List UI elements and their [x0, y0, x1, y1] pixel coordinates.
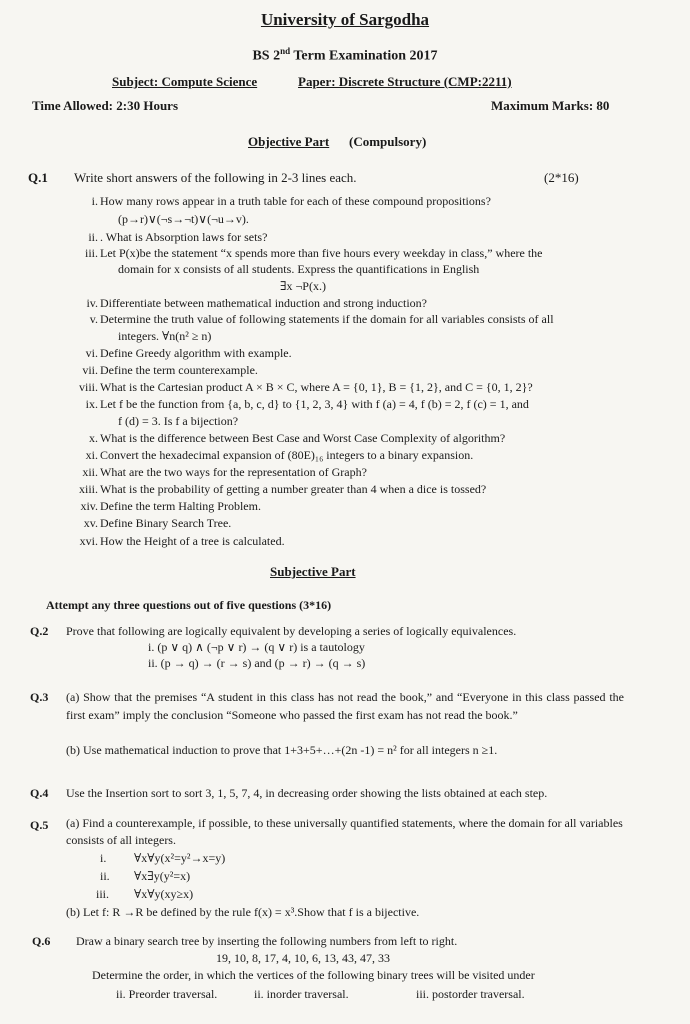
- objective-title: Objective Part: [248, 134, 330, 149]
- objective-item-number: ii.: [88, 230, 98, 244]
- objective-item-text: Convert the hexadecimal expansion of (80E)₁₆ integers to a binary expansion.: [100, 448, 474, 462]
- objective-item-number: xi.: [85, 448, 98, 462]
- objective-item-text: What is the probability of getting a number greater than 4 when a dice is tossed?: [100, 482, 487, 496]
- objective-item-number: xii.: [82, 465, 98, 479]
- objective-item-text: Determine the truth value of following statements if the domain for all variables consists of all: [100, 312, 554, 326]
- objective-item-text: Define the term counterexample.: [100, 363, 258, 377]
- q5-iii: ∀x∀y(xy≥x): [134, 887, 194, 901]
- q2-item-ii: ii. (p → q) → (r → s) and (p → r) → (q → s): [148, 656, 366, 670]
- objective-item-text: Define the term Halting Problem.: [100, 499, 261, 513]
- objective-item-text: How the Height of a tree is calculated.: [100, 534, 285, 548]
- q5-part-a: (a) Find a counterexample, if possible, to these universally quantified statements, where the domain for all variables consists of all integers.: [66, 816, 623, 847]
- q2-text: Prove that following are logically equivalent by developing a series of logically equivalences.: [66, 624, 517, 638]
- q5-iii-num: iii.: [96, 887, 110, 901]
- objective-item-text: How many rows appear in a truth table for each of these compound propositions?: [100, 194, 491, 208]
- objective-item-text: What are the two ways for the representation of Graph?: [100, 465, 367, 479]
- objective-item-number: v.: [89, 312, 98, 326]
- compulsory-label: (Compulsory): [349, 134, 427, 149]
- q3-label: Q.3: [30, 690, 49, 704]
- objective-item-text: . What is Absorption laws for sets?: [100, 230, 268, 244]
- objective-item-number: xiii.: [78, 482, 98, 496]
- q4-text: Use the Insertion sort to sort 3, 1, 5, 7, 4, in decreasing order showing the lists obtained at each step.: [66, 786, 548, 800]
- q5-label: Q.5: [30, 818, 49, 832]
- objective-item-text: Define Binary Search Tree.: [100, 516, 232, 530]
- objective-item-text: What is the difference between Best Case and Worst Case Complexity of algorithm?: [100, 431, 506, 445]
- objective-item-text: (p→r)∨(¬s→¬t)∨(¬u→v).: [118, 212, 249, 226]
- q5-i: ∀x∀y(x²=y²→x=y): [134, 851, 226, 865]
- objective-item-number: ix.: [85, 397, 98, 411]
- subject-label: Subject: Compute Science: [112, 74, 258, 89]
- q6-preorder: ii. Preorder traversal.: [116, 987, 218, 1001]
- q1-label: Q.1: [28, 170, 48, 185]
- objective-item-number: xv.: [83, 516, 98, 530]
- subjective-instruction: Attempt any three questions out of five questions (3*16): [46, 598, 332, 612]
- objective-item-text: f (d) = 3. Is f a bijection?: [118, 414, 239, 428]
- q1-marks: (2*16): [544, 170, 579, 185]
- q3-part-a: (a) Show that the premises “A student in this class has not read the book,” and “Everyone in this class passed the first exam” imply the conclusion “Someone who passed the first exam has not read the book.”: [66, 690, 624, 722]
- objective-item-number: vi.: [85, 346, 98, 360]
- paper-label: Paper: Discrete Structure (CMP:2211): [298, 74, 512, 89]
- exam-title: BS 2nd Term Examination 2017: [252, 46, 438, 64]
- objective-item-number: iii.: [84, 246, 98, 260]
- objective-item-text: Let P(x)be the statement “x spends more than five hours every weekday in class,” where the: [100, 246, 543, 260]
- q6-text: Draw a binary search tree by inserting the following numbers from left to right.: [76, 934, 458, 948]
- time-allowed: Time Allowed: 2:30 Hours: [32, 98, 179, 113]
- q6-inorder: ii. inorder traversal.: [254, 987, 349, 1001]
- objective-item-text: integers. ∀n(n² ≥ n): [118, 329, 212, 343]
- q5-i-num: i.: [100, 851, 107, 865]
- max-marks: Maximum Marks: 80: [491, 98, 610, 113]
- q1-text: Write short answers of the following in 2-3 lines each.: [74, 170, 357, 185]
- q6-numbers: 19, 10, 8, 17, 4, 10, 6, 13, 43, 47, 33: [216, 951, 390, 965]
- objective-item-number: x.: [89, 431, 98, 445]
- objective-item-number: viii.: [78, 380, 98, 394]
- objective-item-number: iv.: [86, 296, 98, 310]
- q5-part-b: (b) Let f: R →R be defined by the rule f(x) = x³.Show that f is a bijective.: [66, 905, 420, 919]
- objective-item-text: Differentiate between mathematical induction and strong induction?: [100, 296, 427, 310]
- objective-item-text: Let f be the function from {a, b, c, d} to {1, 2, 3, 4} with f (a) = 4, f (b) = 2, f (c) = 1, and: [100, 397, 529, 411]
- q3-part-b: (b) Use mathematical induction to prove that 1+3+5+…+(2n -1) = n² for all integers n ≥1.: [66, 743, 498, 757]
- university-title: University of Sargodha: [260, 10, 430, 29]
- subjective-title: Subjective Part: [270, 564, 356, 579]
- objective-item-text: What is the Cartesian product A × B × C, where A = {0, 1}, B = {1, 2}, and C = {0, 1, 2}?: [100, 380, 533, 394]
- objective-item-text: domain for x consists of all students. Express the quantifications in English: [118, 262, 480, 276]
- objective-item-text: ∃x ¬P(x.): [280, 279, 326, 293]
- q4-label: Q.4: [30, 786, 49, 800]
- q2-item-i: i. (p ∨ q) ∧ (¬p ∨ r) → (q ∨ r) is a tautology: [148, 640, 365, 654]
- q5-ii-num: ii.: [100, 869, 110, 883]
- q6-postorder: iii. postorder traversal.: [416, 987, 525, 1001]
- q6-label: Q.6: [32, 934, 51, 948]
- q2-label: Q.2: [30, 624, 49, 638]
- objective-item-number: xvi.: [79, 534, 98, 548]
- objective-item-number: vii.: [82, 363, 98, 377]
- q6-order: Determine the order, in which the vertices of the following binary trees will be visited under: [92, 968, 535, 982]
- objective-item-number: xiv.: [80, 499, 98, 513]
- objective-item-text: Define Greedy algorithm with example.: [100, 346, 292, 360]
- q5-ii: ∀x∃y(y²=x): [134, 869, 191, 883]
- objective-item-number: i.: [91, 194, 98, 208]
